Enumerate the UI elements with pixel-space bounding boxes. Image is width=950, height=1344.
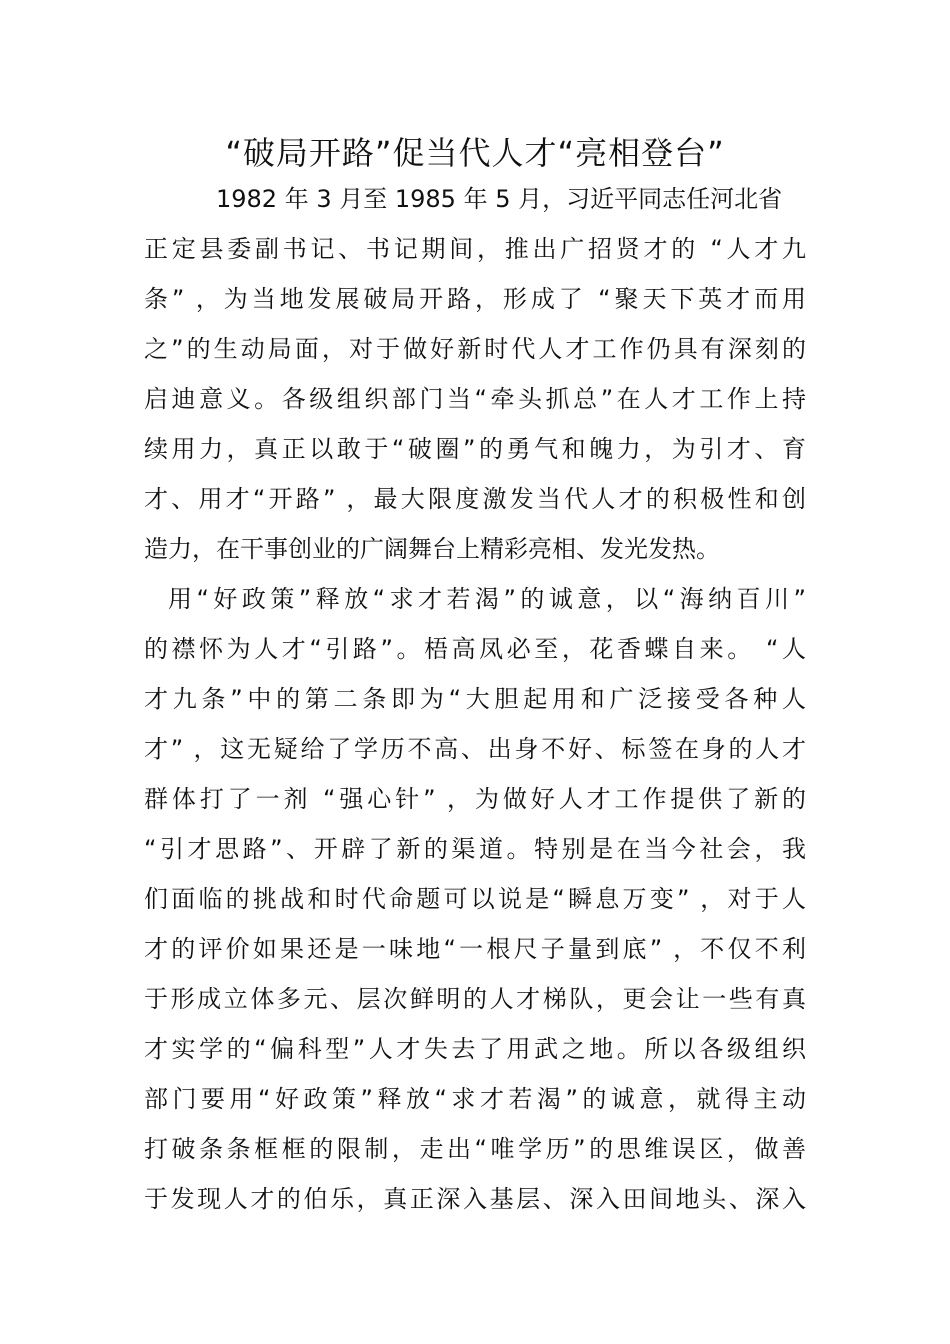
paragraph-line: 的襟怀为人才“引路”。梧高凤必至，花香蝶自来。 “人 [144,635,806,663]
paragraph-line: 才” ，这无疑给了学历不高、出身不好、标签在身的人才 [144,735,806,763]
paragraph-line: 于发现人才的伯乐，真正深入基层、深入田间地头、深入 [144,1185,806,1213]
paragraph-line: 们面临的挑战和时代命题可以说是“瞬息万变” ，对于人 [144,885,806,913]
paragraph-line: 部门要用“好政策”释放“求才若渴”的诚意，就得主动 [144,1085,806,1113]
paragraph-line: 造力，在干事创业的广阔舞台上精彩亮相、发光发热。 [144,535,720,563]
paragraph-line: 才、用才“开路” ，最大限度激发当代人才的积极性和创 [144,485,806,513]
document-title: “破局开路”促当代人才“亮相登台” [225,134,725,172]
paragraph-line: 才实学的“偏科型”人才失去了用武之地。所以各级组织 [144,1035,806,1063]
paragraph-line: 才九条”中的第二条即为“大胆起用和广泛接受各种人 [144,685,806,713]
paragraph-line: 正定县委副书记、书记期间，推出广招贤才的 “人才九 [144,235,806,263]
paragraph-2 [144,574,806,1224]
paragraph-line: 条” ，为当地发展破局开路，形成了 “聚天下英才而用 [144,285,806,313]
paragraph-line: 才的评价如果还是一味地“一根尺子量到底” ，不仅不利 [144,935,806,963]
paragraph-line: 群体打了一剂 “强心针” ，为做好人才工作提供了新的 [144,785,806,813]
paragraph-line: 用“好政策”释放“求才若渴”的诚意，以“海纳百川” [168,585,806,613]
document-body [144,174,806,1224]
paragraph-line: 1982 年 3 月至 1985 年 5 月，习近平同志任河北省 [216,185,783,213]
paragraph-line: 之”的生动局面，对于做好新时代人才工作仍具有深刻的 [144,335,806,363]
paragraph-line: “引才思路”、开辟了新的渠道。特别是在当今社会，我 [144,835,806,863]
paragraph-line: 启迪意义。各级组织部门当“牵头抓总”在人才工作上持 [144,385,806,413]
paragraph-line: 续用力，真正以敢于“破圈”的勇气和魄力，为引才、育 [144,435,806,463]
paragraph-line: 打破条条框框的限制，走出“唯学历”的思维误区，做善 [144,1135,806,1163]
paragraph-1 [144,174,806,574]
paragraph-line: 于形成立体多元、层次鲜明的人才梯队，更会让一些有真 [144,985,806,1013]
